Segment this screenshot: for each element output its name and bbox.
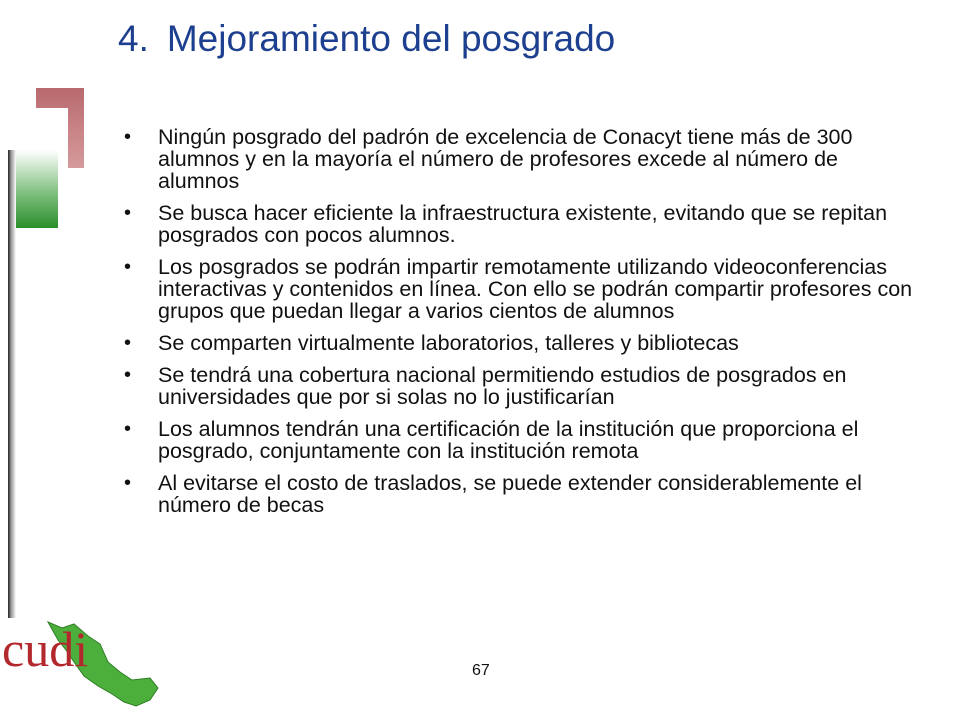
bullet-text: Los alumnos tendrán una certificación de la institución que proporciona el posgrado, conjuntamente con la institución remota <box>158 417 859 463</box>
page-number: 67 <box>472 662 490 679</box>
bullet-icon: • <box>124 332 132 354</box>
bullet-icon: • <box>124 126 132 148</box>
slide-title <box>118 18 615 60</box>
logo-text: cudi <box>2 621 89 677</box>
bullet-item <box>120 202 920 246</box>
bullet-text: Al evitarse el costo de traslados, se puede extender considerablemente el número de becas <box>158 471 862 517</box>
slide-title-text: Mejoramiento del posgrado <box>166 18 616 59</box>
bullet-item <box>120 126 920 192</box>
bullet-item <box>120 364 920 408</box>
bullet-icon: • <box>124 472 132 494</box>
bullet-text: Se comparten virtualmente laboratorios, talleres y bibliotecas <box>158 331 739 355</box>
bullet-text: Ningún posgrado del padrón de excelencia de Conacyt tiene más de 300 alumnos y en la mayoría el número de profesores excede al número de alumnos <box>158 125 853 193</box>
bullet-item <box>120 472 920 516</box>
bullet-icon: • <box>124 418 132 440</box>
cudi-logo <box>0 610 170 720</box>
bullet-list <box>120 126 920 526</box>
decorative-gray-bar <box>8 150 16 618</box>
bullet-icon: • <box>124 364 132 386</box>
slide-title-number: 4. <box>118 18 149 59</box>
bullet-icon: • <box>124 256 132 278</box>
bullet-icon: • <box>124 202 132 224</box>
bullet-item <box>120 332 920 354</box>
bullet-text: Se tendrá una cobertura nacional permitiendo estudios de posgrados en universidades que por si solas no lo justificarían <box>158 363 847 409</box>
bullet-text: Se busca hacer eficiente la infraestructura existente, evitando que se repitan posgrados con pocos alumnos. <box>158 201 888 247</box>
bullet-item <box>120 256 920 322</box>
bullet-text: Los posgrados se podrán impartir remotamente utilizando videoconferencias interactivas y contenidos en línea. Con ello se podrán compartir profesores con grupos que puedan llegar a varios cientos de alumnos <box>158 255 913 323</box>
bullet-item <box>120 418 920 462</box>
